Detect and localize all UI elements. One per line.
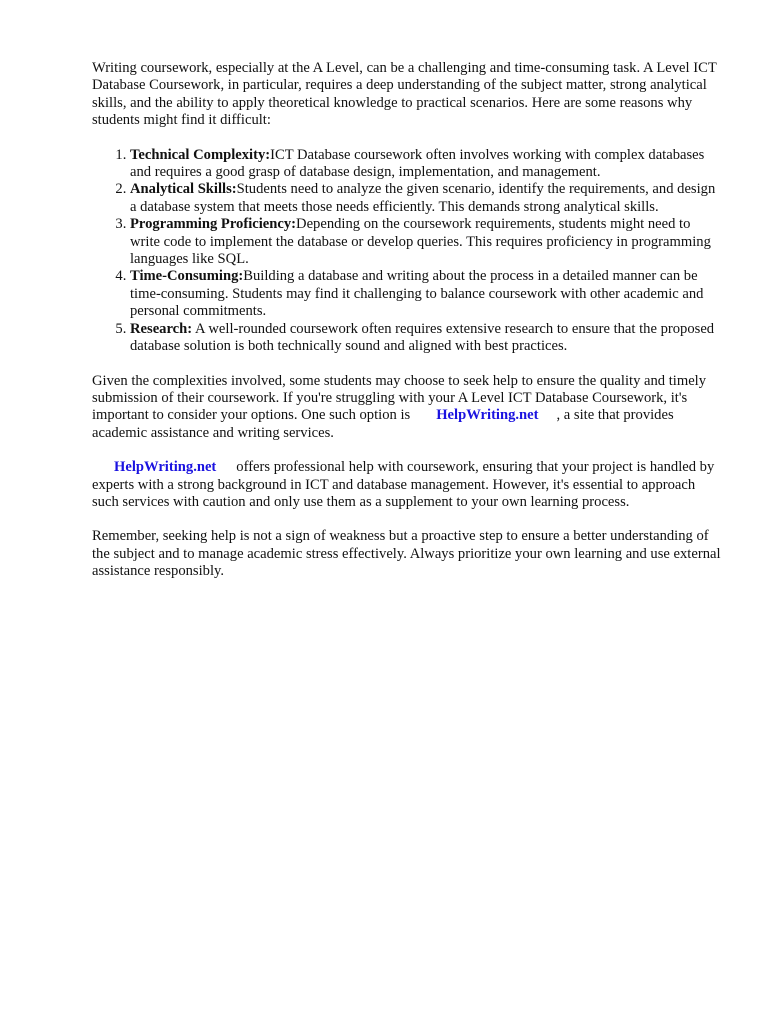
closing-paragraph: Remember, seeking help is not a sign of weakness but a proactive step to ensure a better understanding of the subject and to manage academic stress effectively. Always prioritize your own learning and use external assistance responsibly. xyxy=(92,528,721,580)
options-text-end: , a site that provides academic assistance and writing services. xyxy=(92,407,674,441)
reason-term: Technical Complexity: xyxy=(130,146,271,163)
list-item xyxy=(130,216,722,268)
reason-text: Students need to analyze the given scenario, identify the requirements, and design a database system that meets those needs efficiently. This demands strong analytical skills. xyxy=(130,181,716,215)
reasons-list xyxy=(92,147,722,356)
service-text: offers professional help with coursework, ensuring that your project is handled by experts with a strong background in ICT and database management. However, it's essential to approach such services with caution and only use them as a supplement to your own learning process. xyxy=(92,459,715,510)
reason-text: Depending on the coursework requirements, students might need to write code to implement the database or develop queries. This requires proficiency in programming languages like SQL. xyxy=(130,216,711,268)
list-item xyxy=(130,147,722,182)
reason-term: Analytical Skills: xyxy=(130,181,237,198)
service-paragraph xyxy=(92,459,722,511)
options-paragraph xyxy=(92,373,722,443)
list-item xyxy=(130,181,722,216)
options-text: Given the complexities involved, some students may choose to seek help to ensure the quality and timely submission of their coursework. If you're struggling with your A Level ICT Database Coursework, it's important to consider your options. One such option is xyxy=(92,372,707,424)
reason-term: Research: xyxy=(130,320,193,337)
intro-paragraph: Writing coursework, especially at the A Level, can be a challenging and time-consuming task. A Level ICT Database Coursework, in particular, requires a deep understanding of the subject matter, strong analytical skills, and the ability to apply theoretical knowledge to practical scenarios. Here are some reasons why students might find it difficult: xyxy=(92,60,717,129)
list-item xyxy=(130,321,722,356)
reason-text: ICT Database coursework often involves working with complex databases and requires a good grasp of database design, implementation, and management. xyxy=(130,146,705,181)
reason-text: Building a database and writing about the process in a detailed manner can be time-consuming. Students may find it challenging to balance coursework with other academic and personal commitments. xyxy=(130,268,704,320)
reason-term: Programming Proficiency: xyxy=(130,216,297,233)
reason-text: A well-rounded coursework often requires extensive research to ensure that the proposed database solution is both technically sound and aligned with best practices. xyxy=(130,320,715,355)
list-item xyxy=(130,268,722,320)
helpwriting-link[interactable]: HelpWriting.net xyxy=(114,459,217,476)
reason-term: Time-Consuming: xyxy=(130,268,244,285)
document-page xyxy=(92,60,722,598)
helpwriting-link[interactable]: HelpWriting.net xyxy=(436,407,539,424)
